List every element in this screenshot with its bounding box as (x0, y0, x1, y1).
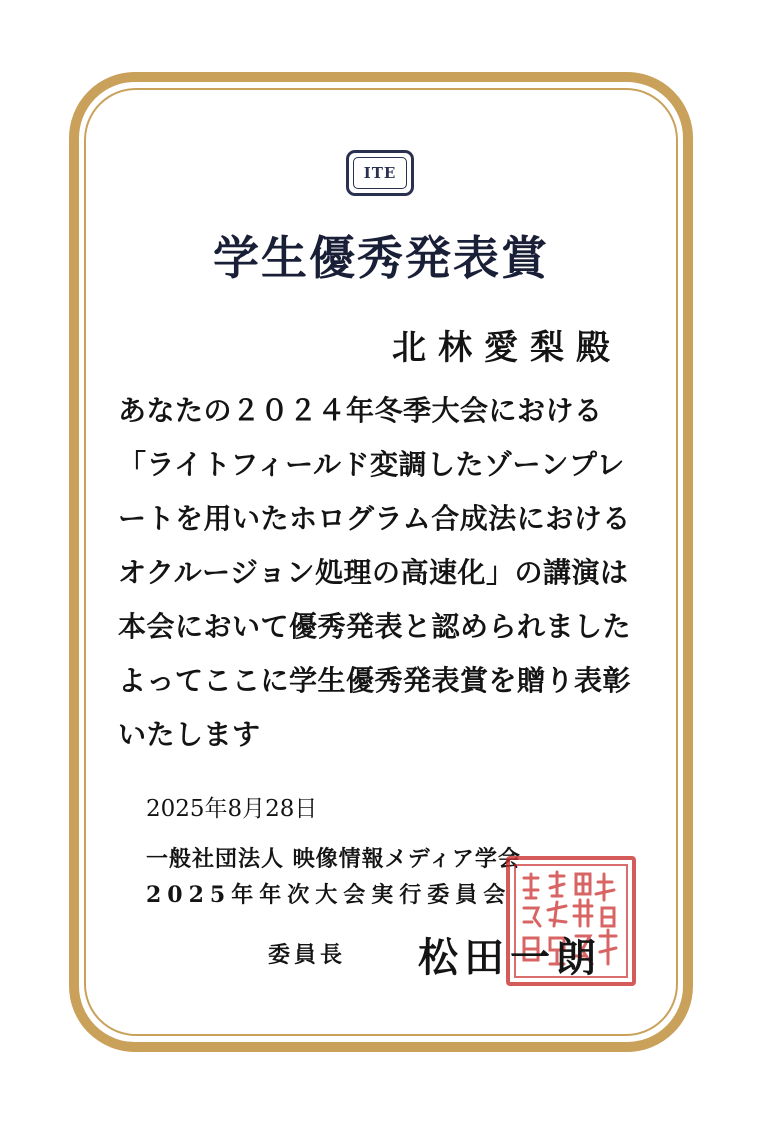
committee-name: 2025年年次大会実行委員会 (146, 882, 512, 908)
organization-name: 一般社団法人 映像情報メディア学会 (146, 846, 521, 872)
citation-line: 本会において優秀発表と認められました (118, 610, 632, 643)
citation-line: あなたの２０２４年冬季大会における (118, 394, 603, 427)
citation-line: ートを用いたホログラム合成法における (118, 502, 631, 535)
award-date: 2025年8月28日 (146, 796, 318, 822)
recipient-name: 北林愛梨殿 (392, 328, 622, 368)
citation-line: よってここに学生優秀発表賞を贈り表彰 (118, 664, 632, 697)
citation-line: オクルージョン処理の高速化」の講演は (118, 556, 629, 589)
citation-line: いたします (118, 718, 261, 751)
citation-text (118, 384, 658, 762)
ite-logo-text: ITE (353, 157, 407, 189)
award-title: 学生優秀発表賞 (213, 231, 549, 285)
chair-name: 松田一朗 (418, 934, 602, 981)
ite-logo (346, 150, 414, 196)
citation-line: 「ライトフィールド変調したゾーンプレ (118, 448, 625, 481)
chair-title: 委員長 (268, 942, 347, 968)
